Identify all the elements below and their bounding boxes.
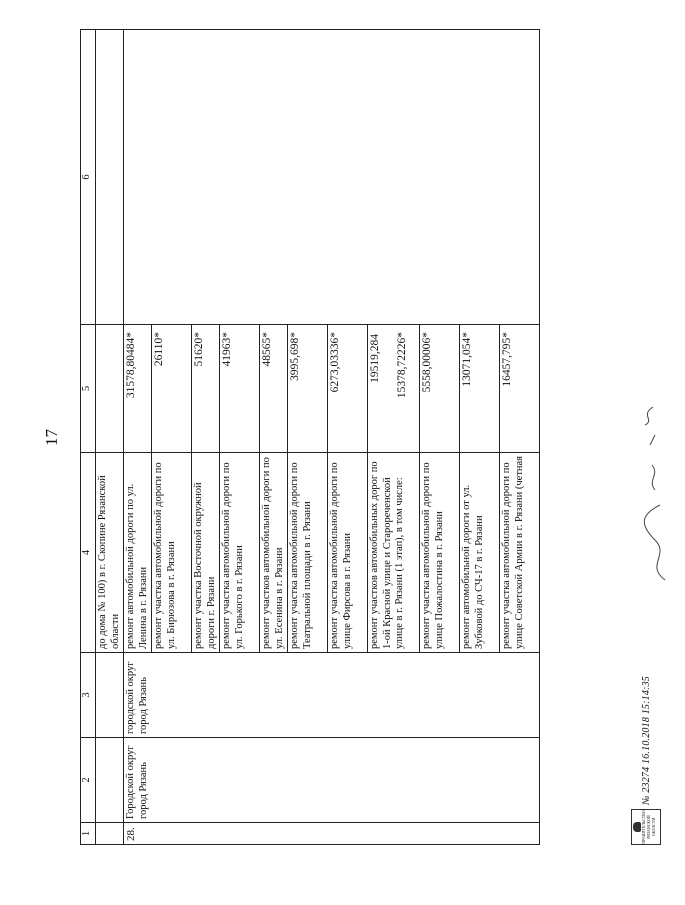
amount-value: 26110* xyxy=(153,332,165,367)
row-number: 28. xyxy=(124,823,540,845)
stamp-text: ПРАВИТЕЛЬСТВО РЯЗАНСКОЙ ОБЛАСТИ xyxy=(641,810,656,844)
work-description: ремонт участка автомобильной дороги по улице Пожалостина в г. Рязани xyxy=(420,453,460,653)
amount-cell xyxy=(124,325,152,453)
signature-mark xyxy=(625,385,685,585)
column-header: 5 xyxy=(81,325,96,453)
empty-cell xyxy=(124,30,540,325)
amount-cell xyxy=(96,325,124,453)
work-description: ремонт участков автомобильной дороги по ул. Есенина в г. Рязани xyxy=(260,453,288,653)
work-description: ремонт автомобильной дороги по ул. Ленина в г. Рязани xyxy=(124,453,152,653)
amount-cell xyxy=(328,325,368,453)
amount-value: 3995,698* xyxy=(289,332,301,381)
table-row xyxy=(96,30,124,845)
amount-part: 15378,72226* xyxy=(395,332,408,399)
work-description: ремонт участка автомобильной дороги по Театральной площади в г. Рязани xyxy=(288,453,328,653)
work-description: ремонт участков автомобильных дорог по 1-ой Красной улице и Старореченской улице в г. Рязани (1 этап), в том числе: xyxy=(368,453,420,653)
amount-cell xyxy=(220,325,260,453)
government-stamp xyxy=(631,809,661,845)
registration-number: № 23274 16.10.2018 15:14:35 xyxy=(641,676,652,805)
amount-cell xyxy=(368,325,420,453)
work-description: ремонт участка автомобильной дороги по ул. Горького в г. Рязани xyxy=(220,453,260,653)
work-description: ремонт участка Восточной окружной дороги г. Рязани xyxy=(192,453,220,653)
table-header-row xyxy=(81,30,96,845)
amount-value: 16457,795* xyxy=(501,332,513,387)
work-description: ремонт участка автомобильной дороги по улице Советской Армии в г. Рязани (четная xyxy=(500,453,540,653)
page-number: 17 xyxy=(42,429,61,446)
work-description: до дома № 100) в г. Скопине Рязанской области xyxy=(96,453,124,653)
amount-cell xyxy=(420,325,460,453)
column-header: 2 xyxy=(81,738,96,823)
column-header: 4 xyxy=(81,453,96,653)
amount-cell xyxy=(500,325,540,453)
budget-table xyxy=(80,29,540,845)
rotated-page xyxy=(42,30,656,845)
recipient-name: городской округ город Рязань xyxy=(124,653,540,738)
amount-value: 48565* xyxy=(261,332,273,367)
work-description: ремонт участка автомобильной дороги по ул. Бирюзова в г. Рязани xyxy=(152,453,192,653)
amount-total: 19519,284 xyxy=(369,334,381,383)
amount-cell xyxy=(260,325,288,453)
amount-value: 6273,03336* xyxy=(329,332,341,393)
work-description: ремонт участка автомобильной дороги по улице Фирсова в г. Рязани xyxy=(328,453,368,653)
municipality-name: Городской округ город Рязань xyxy=(124,738,540,823)
amount-value: 31578,80484* xyxy=(125,332,137,399)
amount-cell xyxy=(460,325,500,453)
column-header: 6 xyxy=(81,30,96,325)
table-row xyxy=(124,30,152,845)
amount-cell xyxy=(152,325,192,453)
amount-value: 41963* xyxy=(221,332,233,367)
emblem-icon xyxy=(633,822,641,832)
column-header: 3 xyxy=(81,653,96,738)
work-description: ремонт автомобильной дороги от ул. Зубковой до СЧ-17 в г. Рязани xyxy=(460,453,500,653)
amount-value: 51620* xyxy=(193,332,205,367)
amount-value: 13071,054* xyxy=(461,332,473,387)
amount-cell xyxy=(192,325,220,453)
amount-value: 5558,00006* xyxy=(421,332,433,393)
column-header: 1 xyxy=(81,823,96,845)
amount-cell xyxy=(288,325,328,453)
